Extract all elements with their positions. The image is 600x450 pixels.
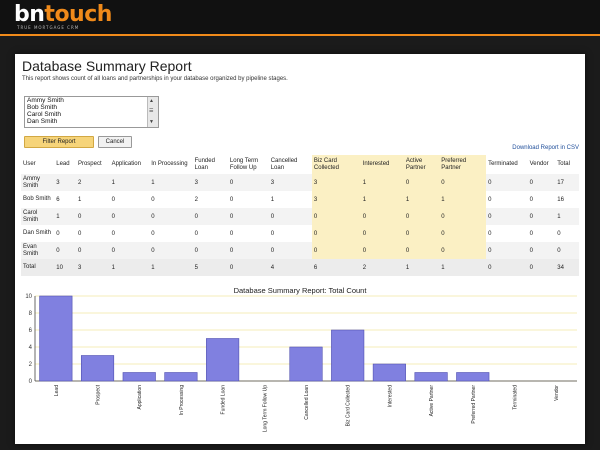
count-cell: 0 — [228, 208, 269, 225]
table-total-row — [21, 259, 579, 276]
list-scrollbar[interactable] — [147, 97, 158, 127]
count-cell: 0 — [555, 225, 579, 242]
x-tick-label: Terminated — [512, 385, 519, 410]
count-cell: 2 — [76, 174, 110, 191]
download-csv-link[interactable]: Download Report in CSV — [512, 145, 579, 151]
filter-report-button[interactable]: Filter Report — [24, 136, 94, 148]
x-tick-label: Biz Card Collected — [345, 385, 352, 427]
chart-bar — [40, 296, 73, 381]
count-cell: 0 — [528, 174, 556, 191]
count-cell: 0 — [110, 191, 150, 208]
y-tick-label: 10 — [25, 294, 32, 300]
column-header: Biz Card Collected — [312, 155, 361, 174]
count-cell: 1 — [110, 174, 150, 191]
x-tick-label: Interested — [387, 385, 394, 408]
x-tick-label: Active Partner — [429, 385, 436, 417]
column-header: Funded Loan — [193, 155, 228, 174]
count-cell: 3 — [76, 259, 110, 276]
count-cell: 1 — [76, 191, 110, 208]
cancel-button[interactable]: Cancel — [98, 136, 132, 148]
count-cell: 0 — [269, 225, 312, 242]
count-cell: 17 — [555, 174, 579, 191]
count-cell: 1 — [110, 259, 150, 276]
column-header: Preferred Partner — [439, 155, 486, 174]
count-cell: 1 — [149, 259, 192, 276]
user-name-cell: Total — [21, 259, 54, 276]
report-description: This report shows count of all loans and partnerships in your database organized by pipeline stages. — [22, 76, 288, 82]
x-tick-label: Long Term Follow Up — [262, 385, 269, 433]
count-cell: 0 — [312, 225, 361, 242]
column-header: Cancelled Loan — [269, 155, 312, 174]
count-cell: 0 — [404, 174, 439, 191]
count-cell: 0 — [54, 225, 76, 242]
count-cell: 0 — [486, 191, 528, 208]
column-header: Long Term Follow Up — [228, 155, 269, 174]
count-cell: 0 — [486, 225, 528, 242]
table-row — [21, 174, 579, 191]
chart-bar — [290, 347, 323, 381]
count-cell: 2 — [193, 191, 228, 208]
scroll-thumb-icon[interactable]: ☰ — [149, 108, 154, 114]
table-row — [21, 191, 579, 208]
chart-bar — [415, 373, 448, 382]
count-cell: 0 — [228, 242, 269, 259]
count-cell: 0 — [149, 208, 192, 225]
count-cell: 1 — [269, 191, 312, 208]
column-header: Terminated — [486, 155, 528, 174]
count-cell: 0 — [76, 208, 110, 225]
count-cell: 5 — [193, 259, 228, 276]
table-header-row — [21, 155, 579, 174]
chart-bar — [206, 339, 239, 382]
x-tick-label: Vendor — [554, 385, 561, 401]
count-cell: 6 — [54, 191, 76, 208]
user-option[interactable]: Carol Smith — [27, 111, 61, 118]
count-cell: 0 — [404, 242, 439, 259]
table-row — [21, 208, 579, 225]
column-header: Lead — [54, 155, 76, 174]
summary-table — [21, 155, 579, 276]
y-tick-label: 6 — [28, 328, 32, 334]
user-select-list[interactable] — [24, 96, 159, 128]
count-cell: 0 — [228, 191, 269, 208]
chart-bar — [81, 356, 114, 382]
x-tick-label: Prospect — [95, 385, 102, 405]
count-cell: 0 — [439, 174, 486, 191]
count-cell: 1 — [149, 174, 192, 191]
x-tick-label: In Processing — [178, 385, 185, 416]
count-cell: 16 — [555, 191, 579, 208]
count-cell: 0 — [486, 259, 528, 276]
count-cell: 6 — [312, 259, 361, 276]
user-name-cell: Bob Smith — [21, 191, 54, 208]
count-cell: 0 — [54, 242, 76, 259]
count-cell: 2 — [361, 259, 404, 276]
count-cell: 0 — [312, 208, 361, 225]
count-cell: 0 — [110, 225, 150, 242]
count-cell: 0 — [486, 208, 528, 225]
y-tick-label: 4 — [28, 345, 32, 351]
chart-bar — [457, 373, 490, 382]
count-cell: 0 — [149, 191, 192, 208]
user-name-cell: Evan Smith — [21, 242, 54, 259]
scroll-up-arrow-icon[interactable]: ▲ — [149, 98, 154, 104]
x-tick-label: Lead — [53, 385, 60, 397]
top-bar — [0, 0, 600, 36]
count-cell: 0 — [110, 242, 150, 259]
user-option[interactable]: Ammy Smith — [27, 97, 64, 104]
count-cell: 0 — [76, 242, 110, 259]
count-cell: 0 — [404, 208, 439, 225]
scroll-down-arrow-icon[interactable]: ▼ — [149, 119, 154, 125]
count-cell: 0 — [312, 242, 361, 259]
count-cell: 1 — [361, 174, 404, 191]
count-cell: 0 — [361, 242, 404, 259]
user-name-cell: Ammy Smith — [21, 174, 54, 191]
count-cell: 0 — [193, 225, 228, 242]
count-cell: 3 — [54, 174, 76, 191]
count-cell: 0 — [486, 242, 528, 259]
column-header: Interested — [361, 155, 404, 174]
x-tick-label: Funded Loan — [220, 385, 227, 415]
count-cell: 1 — [361, 191, 404, 208]
count-cell: 0 — [228, 225, 269, 242]
x-tick-label: Application — [137, 385, 144, 410]
column-header: Active Partner — [404, 155, 439, 174]
count-cell: 0 — [76, 225, 110, 242]
count-cell: 1 — [439, 191, 486, 208]
count-cell: 0 — [269, 208, 312, 225]
summary-chart — [15, 282, 585, 444]
x-tick-label: Preferred Partner — [470, 385, 477, 424]
logo-part-bn: bn — [14, 2, 45, 27]
x-tick-label: Cancelled Loan — [304, 385, 310, 420]
count-cell: 0 — [404, 225, 439, 242]
count-cell: 0 — [555, 242, 579, 259]
column-header: Application — [110, 155, 150, 174]
y-tick-label: 2 — [28, 362, 32, 368]
count-cell: 0 — [439, 225, 486, 242]
brand-logo[interactable] — [14, 2, 112, 27]
y-tick-label: 8 — [28, 311, 32, 317]
count-cell: 0 — [528, 191, 556, 208]
count-cell: 3 — [312, 174, 361, 191]
chart-bar — [373, 364, 406, 381]
count-cell: 0 — [361, 208, 404, 225]
count-cell: 0 — [439, 242, 486, 259]
count-cell: 0 — [486, 174, 528, 191]
chart-bar — [331, 330, 364, 381]
user-name-cell: Dan Smith — [21, 225, 54, 242]
chart-title: Database Summary Report: Total Count — [233, 286, 367, 295]
column-header: In Processing — [149, 155, 192, 174]
chart-bar — [123, 373, 156, 382]
y-tick-label: 0 — [28, 379, 32, 385]
count-cell: 10 — [54, 259, 76, 276]
user-name-cell: Carol Smith — [21, 208, 54, 225]
count-cell: 1 — [54, 208, 76, 225]
count-cell: 0 — [110, 208, 150, 225]
count-cell: 3 — [269, 174, 312, 191]
count-cell: 1 — [439, 259, 486, 276]
logo-tagline: TRUE MORTGAGE CRM — [17, 25, 80, 30]
count-cell: 0 — [528, 242, 556, 259]
table-row — [21, 225, 579, 242]
table-row — [21, 242, 579, 259]
count-cell: 4 — [269, 259, 312, 276]
count-cell: 3 — [193, 174, 228, 191]
count-cell: 0 — [439, 208, 486, 225]
column-header: Vendor — [528, 155, 556, 174]
report-panel — [15, 54, 585, 444]
count-cell: 34 — [555, 259, 579, 276]
chart-bar — [165, 373, 198, 382]
logo-part-touch: touch — [44, 2, 112, 27]
count-cell: 1 — [404, 259, 439, 276]
column-header: Prospect — [76, 155, 110, 174]
user-option[interactable]: Dan Smith — [27, 118, 58, 125]
count-cell: 3 — [312, 191, 361, 208]
count-cell: 0 — [528, 208, 556, 225]
count-cell: 1 — [555, 208, 579, 225]
column-header: Total — [555, 155, 579, 174]
count-cell: 0 — [269, 242, 312, 259]
count-cell: 0 — [361, 225, 404, 242]
count-cell: 0 — [528, 225, 556, 242]
count-cell: 0 — [193, 242, 228, 259]
count-cell: 0 — [228, 259, 269, 276]
user-option[interactable]: Bob Smith — [27, 104, 57, 111]
count-cell: 1 — [404, 191, 439, 208]
column-header: User — [21, 155, 54, 174]
count-cell: 0 — [528, 259, 556, 276]
bar-chart-svg — [15, 282, 585, 444]
count-cell: 0 — [193, 208, 228, 225]
count-cell: 0 — [228, 174, 269, 191]
count-cell: 0 — [149, 225, 192, 242]
count-cell: 0 — [149, 242, 192, 259]
page-title: Database Summary Report — [22, 58, 192, 74]
